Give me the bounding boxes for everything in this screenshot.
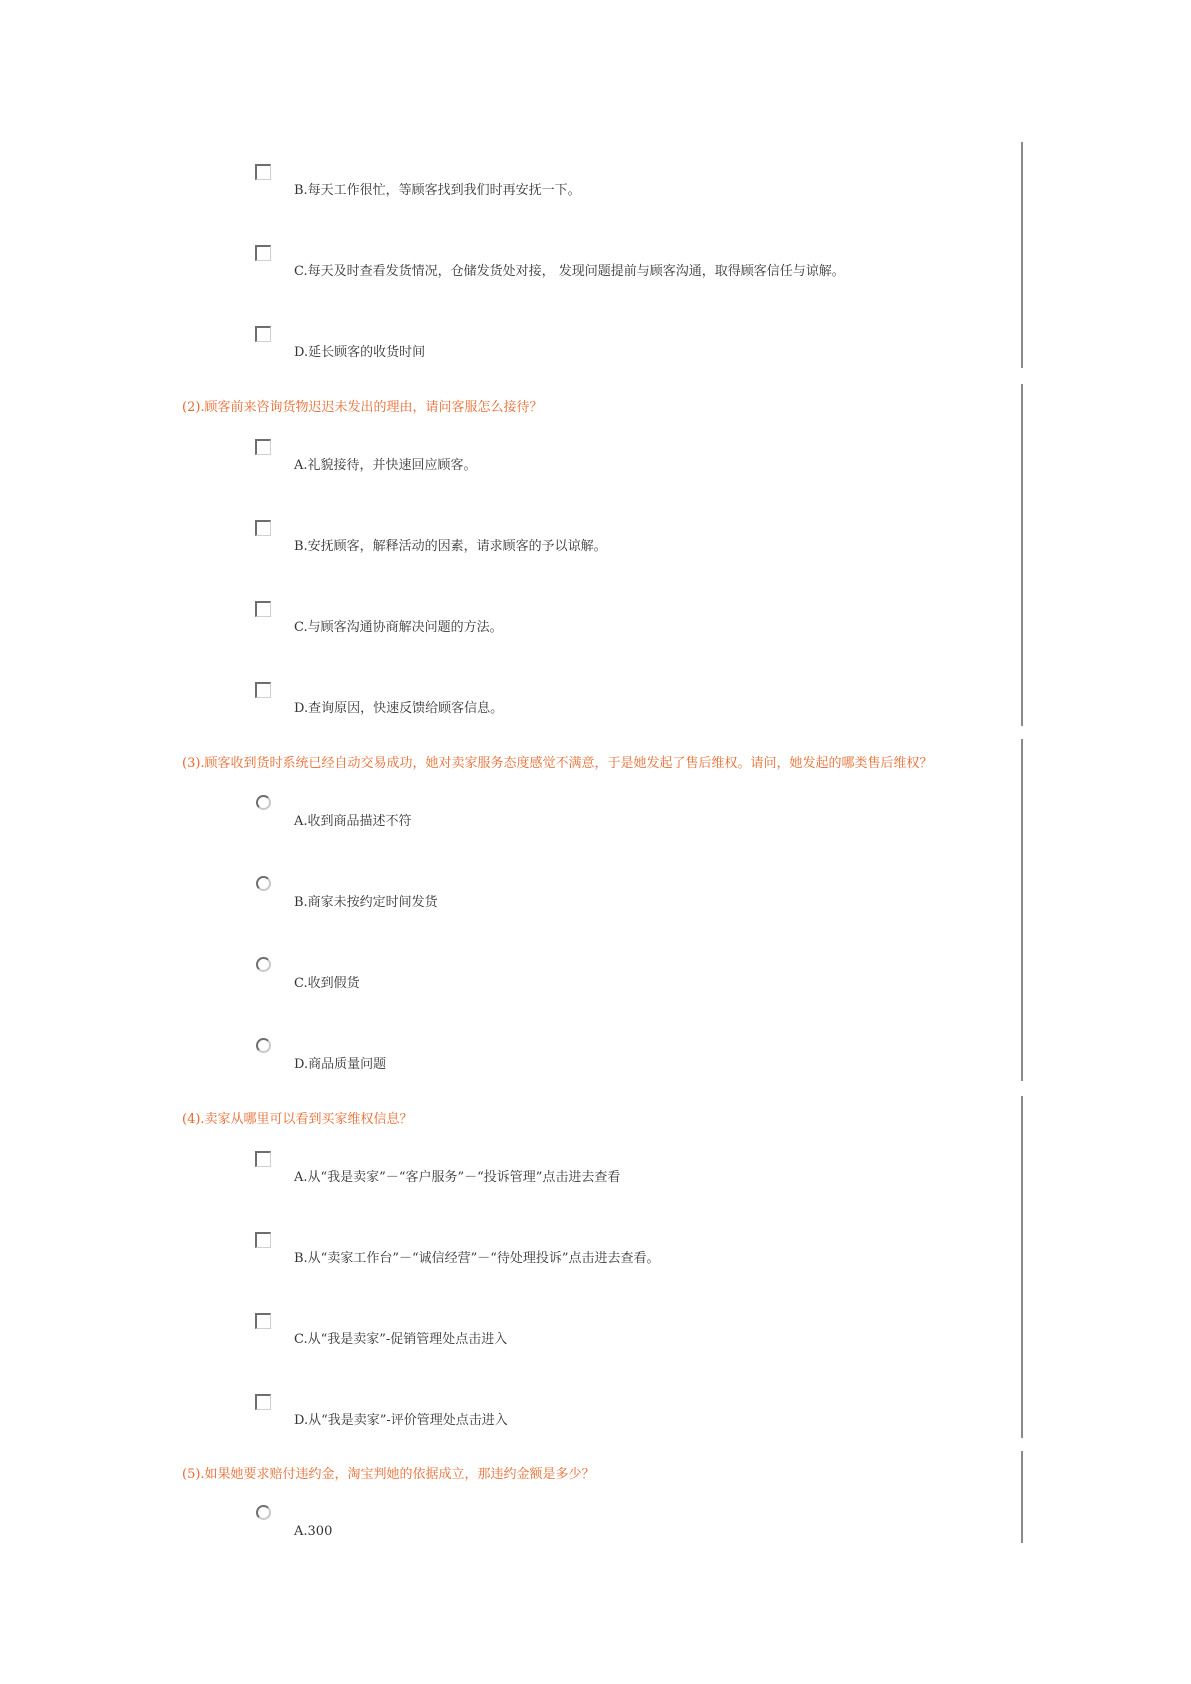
option-label: D.从“我是卖家”-评价管理处点击进入 [294,1413,508,1428]
option-q3-a[interactable] [254,795,1014,835]
question-title-4: (4).卖家从哪里可以看到买家维权信息？ [182,1112,413,1127]
section-divider-5 [1021,1451,1023,1543]
radio-button[interactable] [256,957,271,972]
option-q4-a[interactable] [254,1151,1014,1191]
section-divider-1 [1021,142,1023,368]
option-q3-c[interactable] [254,957,1014,997]
section-divider-2 [1021,384,1023,726]
option-label: C.从“我是卖家”-促销管理处点击进入 [294,1332,508,1347]
option-q2-c[interactable] [254,601,1014,641]
option-q1-d[interactable] [254,326,1014,366]
option-q1-c[interactable] [254,245,1014,285]
option-q4-b[interactable] [254,1232,1014,1272]
checkbox[interactable] [255,164,271,180]
checkbox[interactable] [255,601,271,617]
option-label: D.延长顾客的收货时间 [294,345,426,360]
option-label: C.收到假货 [294,976,360,991]
radio-button[interactable] [256,795,271,810]
option-q4-d[interactable] [254,1394,1014,1434]
option-q5-a[interactable] [254,1505,1014,1545]
option-label: A.收到商品描述不符 [294,814,412,829]
option-q3-d[interactable] [254,1038,1014,1078]
option-q2-a[interactable] [254,439,1014,479]
checkbox[interactable] [255,439,271,455]
question-title-3: (3).顾客收到货时系统已经自动交易成功，她对卖家服务态度感觉不满意，于是她发起了售后维权。请问，她发起的哪类售后维权？ [182,756,933,771]
option-q3-b[interactable] [254,876,1014,916]
option-label: B.每天工作很忙，等顾客找到我们时再安抚一下。 [294,183,581,198]
checkbox[interactable] [255,1232,271,1248]
option-q1-b[interactable] [254,164,1014,204]
section-divider-3 [1021,739,1023,1081]
option-q2-d[interactable] [254,682,1014,722]
section-divider-4 [1021,1096,1023,1438]
option-label: B.安抚顾客，解释活动的因素，请求顾客的予以谅解。 [294,539,607,554]
option-label: B.从“卖家工作台”－“诚信经营”－“待处理投诉”点击进去查看。 [294,1251,660,1266]
option-q4-c[interactable] [254,1313,1014,1353]
option-label: A.从“我是卖家”－“客户服务”－“投诉管理”点击进去查看 [294,1170,621,1185]
radio-button[interactable] [256,1505,271,1520]
checkbox[interactable] [255,326,271,342]
checkbox[interactable] [255,1151,271,1167]
option-label: D.商品质量问题 [294,1057,387,1072]
option-label: A.礼貌接待，并快速回应顾客。 [294,458,477,473]
option-label: C.每天及时查看发货情况，仓储发货处对接， 发现问题提前与顾客沟通，取得顾客信任与谅解。 [294,264,845,279]
checkbox[interactable] [255,245,271,261]
option-q2-b[interactable] [254,520,1014,560]
question-title-2: (2).顾客前来咨询货物迟迟未发出的理由，请问客服怎么接待？ [182,400,543,415]
option-label: D.查询原因，快速反馈给顾客信息。 [294,701,504,716]
radio-button[interactable] [256,1038,271,1053]
checkbox[interactable] [255,682,271,698]
radio-button[interactable] [256,876,271,891]
checkbox[interactable] [255,1394,271,1410]
option-label: C.与顾客沟通协商解决问题的方法。 [294,620,503,635]
option-label: A.300 [294,1524,333,1539]
question-title-5: (5).如果她要求赔付违约金，淘宝判她的依据成立，那违约金额是多少？ [182,1467,595,1482]
checkbox[interactable] [255,1313,271,1329]
option-label: B.商家未按约定时间发货 [294,895,438,910]
checkbox[interactable] [255,520,271,536]
